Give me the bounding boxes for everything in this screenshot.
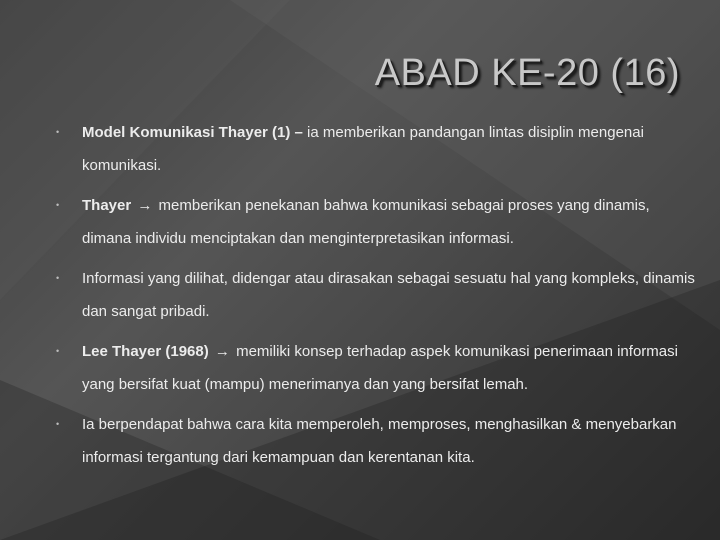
bullet-text: memberikan penekanan bahwa komunikasi sebagai proses yang dinamis, dimana individu menciptakan dan menginterpretasikan informasi. xyxy=(82,197,650,247)
bullet-item xyxy=(56,408,696,474)
bullet-bold-text: Model Komunikasi Thayer (1) – xyxy=(82,124,303,141)
bullet-icon: • xyxy=(56,200,60,210)
bullet-text: ia memberikan pandangan lintas disiplin mengenai komunikasi. xyxy=(82,124,644,174)
bullet-text: Ia berpendapat bahwa cara kita memperoleh, memproses, menghasilkan & menyebarkan informasi tergantung dari kemampuan dan kerentanan kita. xyxy=(82,416,677,466)
bullet-icon: • xyxy=(56,127,60,137)
bullet-list xyxy=(56,116,696,481)
bullet-icon: • xyxy=(56,419,60,429)
bullet-text: memiliki konsep terhadap aspek komunikasi penerimaan informasi yang bersifat kuat (mampu) menerimanya dan yang bersifat lemah. xyxy=(82,343,678,393)
bullet-bold-text: Lee Thayer (1968) xyxy=(82,343,209,360)
bullet-icon: • xyxy=(56,273,60,283)
bullet-item xyxy=(56,262,696,328)
bullet-bold-text: Thayer xyxy=(82,197,132,214)
right-arrow-icon: → xyxy=(214,343,230,360)
slide-title: ABAD KE-20 (16) xyxy=(374,52,680,94)
bullet-item xyxy=(56,116,696,182)
bullet-icon: • xyxy=(56,346,60,356)
bullet-item xyxy=(56,335,696,401)
bullet-item xyxy=(56,189,696,255)
bullet-text: Informasi yang dilihat, didengar atau dirasakan sebagai sesuatu hal yang kompleks, dinamis dan sangat pribadi. xyxy=(82,270,695,320)
right-arrow-icon: → xyxy=(137,197,153,214)
